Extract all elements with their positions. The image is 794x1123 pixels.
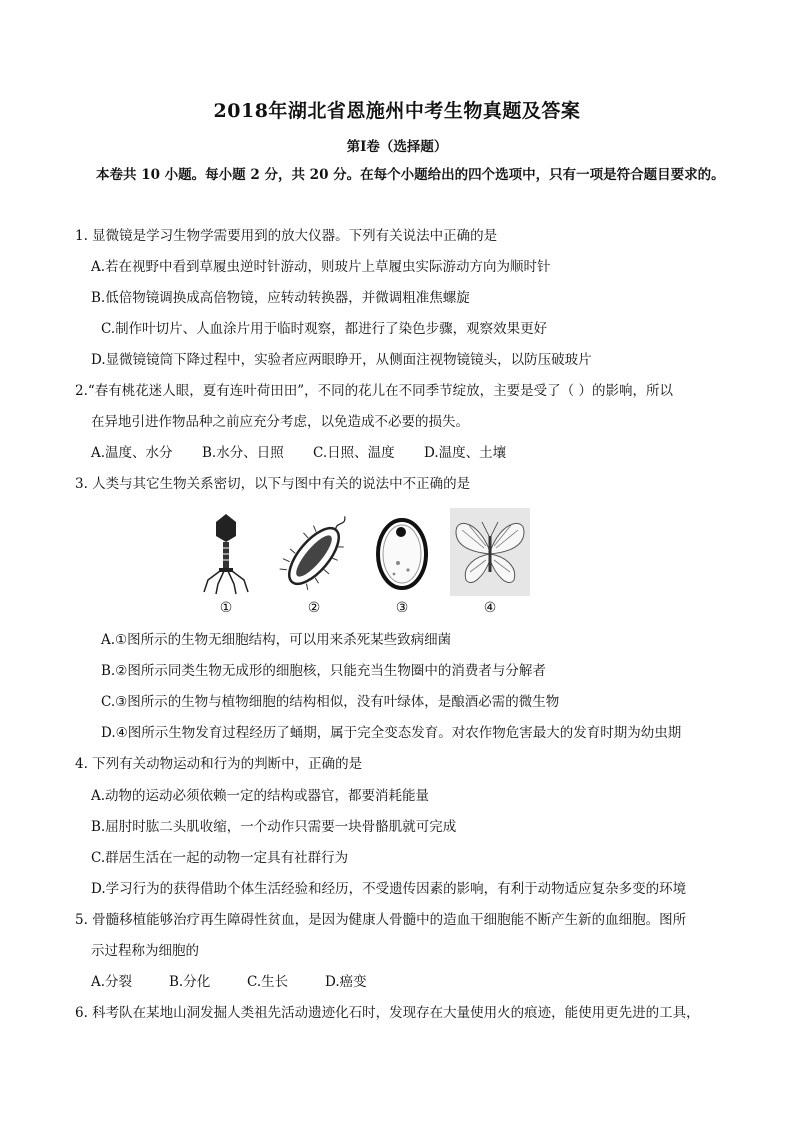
figure-label-3: ③ [395,600,409,616]
question-5-options [91,972,367,992]
question-1-option-a: A.若在视野中看到草履虫逆时针游动，则玻片上草履虫实际游动方向为顺时针 [91,259,551,275]
question-1-option-b: B.低倍物镜调换成高倍物镜，应转动转换器，并微调粗准焦螺旋 [91,290,470,306]
figure-virus [186,508,266,618]
question-4-option-c: C.群居生活在一起的动物一定具有社群行为 [91,850,349,866]
question-5-option-d: D.癌变 [325,974,367,990]
question-1-stem: 1. 显微镜是学习生物学需要用到的放大仪器。下列有关说法中正确的是 [75,228,498,244]
question-5-option-c: C.生长 [247,974,289,990]
question-2-option-b: B.水分、日照 [202,445,284,461]
yeast-cell-icon [362,508,442,598]
question-2-stem-cont: 在异地引进作物品种之前应充分考虑，以免造成不必要的损失。 [91,414,469,430]
section-title: 第Ⅰ卷（选择题） [346,139,448,155]
question-4-option-b: B.屈肘时肱二头肌收缩，一个动作只需要一块骨骼肌就可完成 [91,819,457,835]
question-5-option-b: B.分化 [169,974,211,990]
virus-icon [186,508,266,598]
bacterium-icon [274,508,354,598]
question-2-option-d: D.温度、土壤 [424,445,507,461]
question-5-option-a: A.分裂 [91,974,133,990]
question-4-option-d: D.学习行为的获得借助个体生活经验和经历，不受遗传因素的影响，有利于动物适应复杂多变的环境 [91,881,687,897]
question-1-option-c: C.制作叶切片、人血涂片用于临时观察，都进行了染色步骤，观察效果更好 [101,321,548,337]
question-3-option-d: D.④图所示生物发育过程经历了蛹期，属于完全变态发育。对农作物危害最大的发育时期为幼虫期 [101,725,682,741]
figure-yeast [362,508,442,618]
page-title: 2018年湖北省恩施州中考生物真题及答案 [213,100,581,122]
question-3-option-c: C.③图所示的生物与植物细胞的结构相似，没有叶绿体，是酿酒必需的微生物 [101,694,560,710]
figure-bacterium [274,508,354,618]
question-4-option-a: A.动物的运动必须依赖一定的结构或器官，都要消耗能量 [91,788,430,804]
question-2-option-a: A.温度、水分 [91,445,173,461]
question-2-options [91,443,506,463]
instructions: 本卷共 10 小题。每小题 2 分，共 20 分。在每个小题给出的四个选项中，只有一项是符合题目要求的。 [96,167,725,183]
question-3-option-a: A.①图所示的生物无细胞结构，可以用来杀死某些致病细菌 [101,632,452,648]
butterfly-icon [450,508,530,598]
figure-label-2: ② [307,600,321,616]
figure-butterfly [450,508,530,618]
question-4-stem: 4. 下列有关动物运动和行为的判断中，正确的是 [75,756,363,772]
question-6-stem: 6. 科考队在某地山洞发掘人类祖先活动遗迹化石时，发现存在大量使用火的痕迹，能使用更先进的工具， [75,1005,700,1021]
question-2-stem: 2.“春有桃花迷人眼，夏有连叶荷田田”，不同的花儿在不同季节绽放，主要是受了（ ）的影响，所以 [75,383,673,399]
figure-label-1: ① [219,600,233,616]
question-1-option-d: D.显微镜镜筒下降过程中，实验者应两眼睁开，从侧面注视物镜镜头，以防压破玻片 [91,352,592,368]
question-3-stem: 3. 人类与其它生物关系密切，以下与图中有关的说法中不正确的是 [75,476,471,492]
question-2-option-c: C.日照、温度 [313,445,395,461]
question-5-stem-cont: 示过程称为细胞的 [91,943,199,959]
question-3-option-b: B.②图所示同类生物无成形的细胞核，只能充当生物圈中的消费者与分解者 [101,663,546,679]
figure-label-4: ④ [483,600,497,616]
question-3-figure [186,508,536,618]
question-5-stem: 5. 骨髓移植能够治疗再生障碍性贫血，是因为健康人骨髓中的造血干细胞能不断产生新的血细胞。图所 [75,912,687,928]
